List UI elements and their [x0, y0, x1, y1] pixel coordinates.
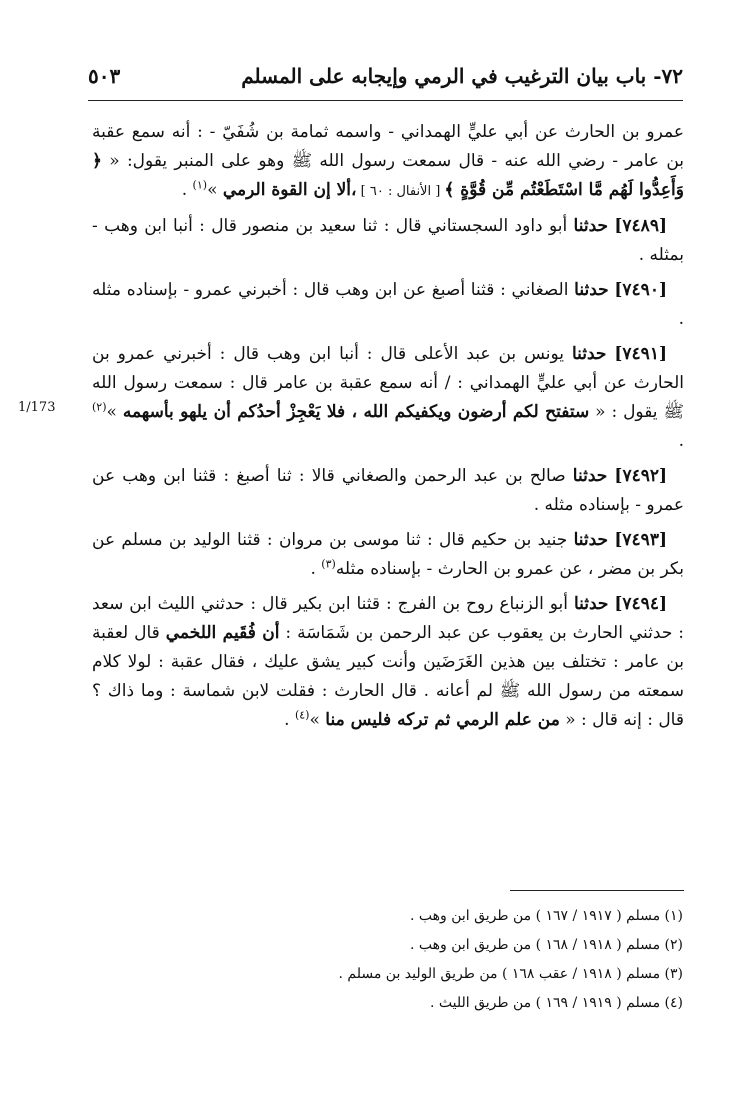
quran-verse: ﴿ وَأَعِدُّوا لَهُم مَّا اسْتَطَعْتُم مِّن قُوَّةٍ ﴾ [92, 151, 684, 200]
hadith-number: [٧٤٩٢] [614, 466, 668, 486]
haddathana-label: حدثنا [571, 344, 607, 364]
running-header [88, 60, 683, 96]
footnote-marker: (٢) [92, 400, 107, 414]
verse-reference: [ الأنفال : ٦٠ ] [356, 184, 445, 199]
hadith-7490 [92, 276, 684, 334]
sentence-end: . [678, 431, 684, 451]
sentence-end: . [181, 180, 193, 200]
hadith-text: أبو داود السجستاني قال : ثنا سعيد بن منصور قال : أنبا ابن وهب - بمثله . [92, 216, 684, 265]
hadith-quote: من علم الرمي ثم تركه فليس منا [325, 710, 560, 730]
sentence-end: . [284, 710, 295, 730]
hadith-number: [٧٤٩١] [614, 344, 667, 364]
hadith-text: جنيد بن حكيم قال : ثنا موسى بن مروان : قثنا الوليد بن مسلم عن بكر بن مضر ، عن عمرو بن الحارث - بإسناده مثله [92, 530, 684, 579]
hadith-7494 [92, 590, 684, 735]
hadith-quote: ،ألا إن القوة الرمي [222, 180, 357, 200]
hadith-7489 [92, 212, 684, 270]
haddathana-label: حدثنا [572, 466, 608, 486]
manuscript-folio-note: 1/173 [18, 400, 56, 415]
intro-paragraph [92, 118, 684, 206]
footnote-2: (٢) مسلم ( ١٩١٨ / ١٦٨ ) من طريق ابن وهب . [409, 937, 683, 953]
narrator-name: أن فُقَيم اللخمي [165, 623, 280, 643]
hadith-text-continued: قال لعقبة بن عامر : تختلف بين هذين الغَرَضَين وأنت كبير يشق عليك ، فقال عقبة : لولا كلام سمعته من رسول الله ﷺ لم أعانه . قال الحارث : فقلت لابن شماسة : وما ذاك ؟ قال : إنه قال : « [92, 623, 684, 730]
footnote-4: (٤) مسلم ( ١٩١٩ / ١٦٩ ) من طريق الليث . [429, 995, 683, 1011]
header-divider [88, 100, 683, 101]
footnote-marker: (٤) [294, 708, 310, 722]
chapter-title: ٧٢- باب بيان الترغيب في الرمي وإيجابه على المسلم [241, 64, 683, 88]
hadith-number: [٧٤٩٤] [614, 594, 667, 614]
haddathana-label: حدثنا [574, 280, 609, 300]
hadith-text: أبو الزنباع روح بن الفرج : قثنا ابن بكير قال : حدثني الليث ابن سعد : حدثني الحارث بن يعقوب عن عبد الرحمن بن شَمَاسَة : [92, 594, 684, 643]
footnotes [150, 902, 683, 1018]
hadith-quote: ستفتح لكم أرضون ويكفيكم الله ، فلا يَعْجِزْ أحدُكم أن يلهو بأسهمه [122, 402, 590, 422]
hadith-number: [٧٤٨٩] [614, 216, 667, 236]
hadith-7492 [92, 462, 684, 520]
haddathana-label: حدثنا [573, 594, 609, 614]
footnote-divider [510, 890, 684, 891]
footnote-1: (١) مسلم ( ١٩١٧ / ١٦٧ ) من طريق ابن وهب . [409, 908, 683, 924]
page-number: ٥٠٣ [88, 64, 121, 88]
quote-close: » [309, 710, 326, 730]
hadith-number: [٧٤٩٣] [614, 530, 667, 550]
quote-close: » [207, 180, 223, 200]
haddathana-label: حدثنا [573, 530, 609, 550]
footnote-marker: (٣) [321, 557, 336, 571]
footnote-marker: (١) [192, 178, 208, 192]
hadith-text: يونس بن عبد الأعلى قال : أنبا ابن وهب قال : أخبرني عمرو بن الحارث عن أبي عليٍّ الهمداني : / أنه سمع عقبة بن عامر قال : سمعت رسول الله ﷺ يقول : « [92, 344, 684, 422]
main-text [92, 118, 684, 741]
haddathana-label: حدثنا [573, 216, 609, 236]
hadith-number: [٧٤٩٠] [614, 280, 667, 300]
intro-text: عمرو بن الحارث عن أبي عليٍّ الهمداني - واسمه ثمامة بن شُفَيّ - : أنه سمع عقبة بن عامر - رضي الله عنه - قال سمعت رسول الله ﷺ وهو على المنبر يقول: « [92, 122, 684, 171]
quote-close: » [106, 402, 123, 422]
hadith-text: الصغاني : قثنا أصبغ عن ابن وهب قال : أخبرني عمرو - بإسناده مثله . [92, 280, 684, 329]
sentence-end: . [310, 559, 322, 579]
footnote-3: (٣) مسلم ( ١٩١٨ / عقب ١٦٨ ) من طريق الوليد بن مسلم . [338, 966, 683, 982]
hadith-text: صالح بن عبد الرحمن والصغاني قالا : ثنا أصبغ : قثنا ابن وهب عن عمرو - بإسناده مثله . [92, 466, 684, 515]
hadith-7493 [92, 526, 684, 584]
hadith-7491 [92, 340, 684, 456]
